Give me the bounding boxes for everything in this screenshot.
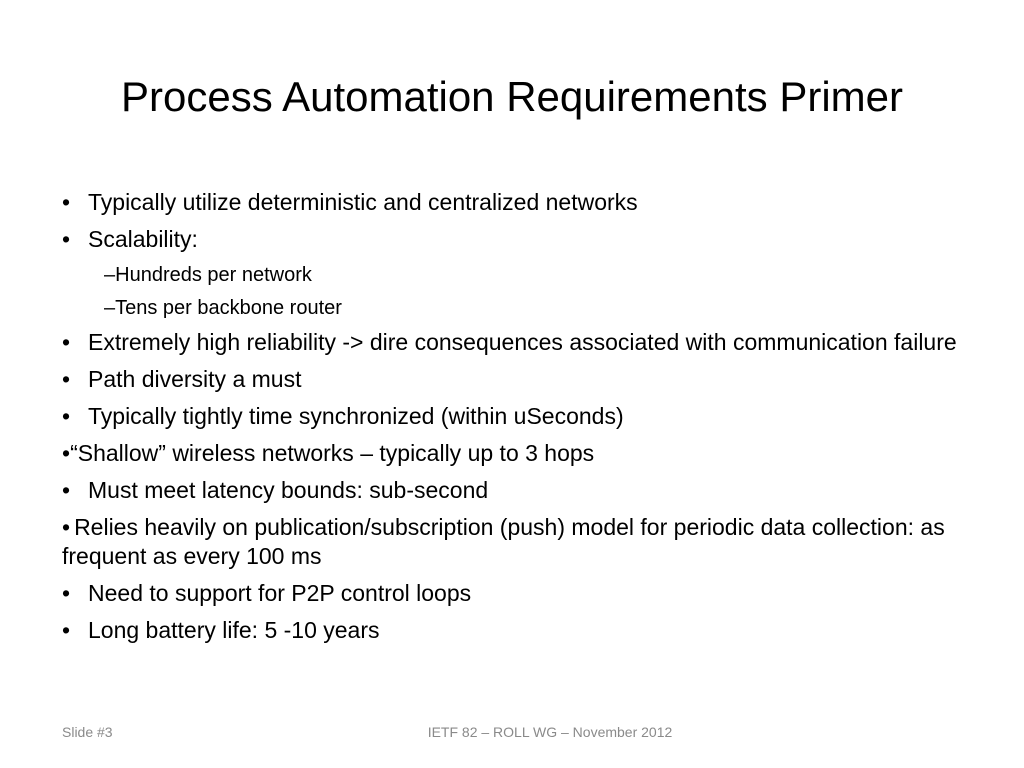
bullet-marker: • [62,617,71,643]
bullet-marker: • [62,440,71,466]
bullet-text: Must meet latency bounds: sub-second [88,477,489,503]
slide-number: Slide #3 [62,724,113,740]
list-item [62,616,962,645]
sub-list-item [104,295,962,321]
list-item [62,439,962,468]
sub-bullet-text: Tens per backbone router [115,297,342,319]
bullet-marker: • [62,403,71,429]
bullet-marker: • [62,366,71,392]
bullet-marker: • [62,189,71,215]
bullet-text: Relies heavily on publication/subscription (push) model for periodic data collection: as frequent as every 100 ms [62,514,945,569]
bullet-marker: • [62,329,71,355]
dash-marker: – [104,264,116,286]
bullet-marker: • [62,226,71,252]
list-item [62,225,962,254]
bullet-text: Scalability: [88,226,198,252]
slide-title: Process Automation Requirements Primer [121,73,903,120]
bullet-text: Need to support for P2P control loops [88,580,472,606]
bullet-text: Typically tightly time synchronized (within uSeconds) [88,403,624,429]
list-item [62,402,962,431]
bullet-marker: • [62,514,71,540]
bullet-marker: • [62,477,71,503]
bullet-marker: • [62,580,71,606]
bullet-text: Path diversity a must [88,366,302,392]
list-item [62,579,962,608]
dash-marker: – [104,297,116,319]
bullet-text: “Shallow” wireless networks – typically up to 3 hops [70,440,595,466]
bullet-text: Extremely high reliability -> dire consequences associated with communication failure [88,329,957,355]
list-item [62,365,962,394]
list-item [62,328,962,357]
sub-list-item [104,262,962,288]
bullet-text: Long battery life: 5 -10 years [88,617,380,643]
footer-text: IETF 82 – ROLL WG – November 2012 [427,724,673,740]
sub-bullet-text: Hundreds per network [115,264,312,286]
bullet-list [62,188,962,653]
bullet-text: Typically utilize deterministic and centralized networks [88,189,638,215]
list-item [62,513,962,571]
list-item [62,476,962,505]
list-item [62,188,962,217]
